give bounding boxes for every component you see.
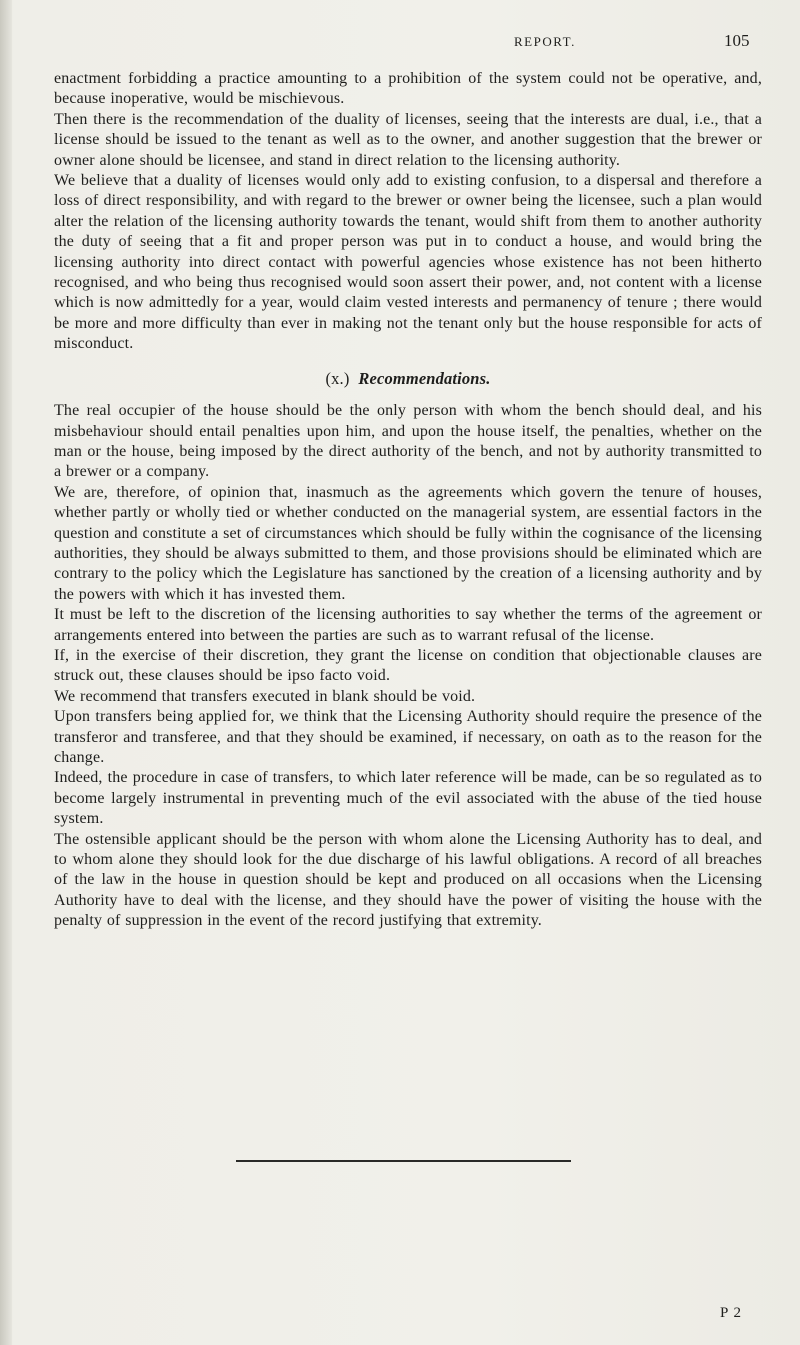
paragraph: We are, therefore, of opinion that, inasmuch as the agreements which govern the tenure of houses, whether partly or wholly tied or whether conducted on the managerial system, are essential factors in the question and constitute a set of circumstances which should be fully within the cognisance of the licensing authorities, they should be always submitted to them, and those provisions should be eliminated which are contrary to the policy which the Legislature has sanctioned by the creation of a licensing authority and by the powers with which it has invested them.	[54, 483, 762, 603]
paragraph: The real occupier of the house should be the only person with whom the bench should deal, and his misbehaviour should entail penalties upon him, and upon the house itself, the penalties, whether on the man or the house, being imposed by the direct authority of the bench, and not by authority transmitted to a brewer or a company.	[54, 402, 762, 481]
paragraph: enactment forbidding a practice amounting to a prohibition of the system could not be operative, and, because inoperative, would be mischievous.	[54, 70, 762, 108]
paragraph: Indeed, the procedure in case of transfers, to which later reference will be made, can be so regulated as to become largely instrumental in preventing much of the evil associated with the abuse of the tied house system.	[54, 769, 762, 828]
paragraph: Then there is the recommendation of the duality of licenses, seeing that the interests are dual, i.e., that a license should be issued to the tenant as well as to the owner, and another suggestion that the brewer or owner alone should be licensee, and stand in direct relation to the licensing authority.	[54, 110, 762, 169]
page-number: 105	[724, 31, 750, 50]
paragraph: It must be left to the discretion of the licensing authorities to say whether the terms of the agreement or arrangements entered into between the parties are such as to warrant refusal of the license.	[54, 606, 762, 644]
page-gutter	[0, 0, 12, 1345]
paragraph: The ostensible applicant should be the person with whom alone the Licensing Authority has to deal, and to whom alone they should look for the due discharge of his lawful obligations. A record of all breaches of the law in the house in question should be kept and produced on all occasions when the Licensing Authority have to deal with the license, and they should have the power of visiting the house with the penalty of suppression in the event of the record justifying that extremity.	[54, 830, 762, 930]
section-title: Recommendations.	[358, 368, 491, 388]
section-heading	[54, 369, 762, 389]
signature-mark: P 2	[720, 1305, 743, 1321]
paragraph: Upon transfers being applied for, we think that the Licensing Authority should require the presence of the transferor and transferee, and that they should be examined, if necessary, on oath as to the reason for the change.	[54, 708, 762, 766]
running-head-title: REPORT.	[514, 34, 576, 49]
paragraph: We believe that a duality of licenses would only add to existing confusion, to a dispersal and therefore a loss of direct responsibility, and with regard to the brewer or owner being the licensee, such a plan would alter the relation of the licensing authority towards the tenant, would shift from them to another authority the duty of seeing that a fit and proper person was put in to conduct a house, and would bring the licensing authority into direct contact with powerful agencies whose existence has not been hitherto recognised, and who being thus recognised would soon assert their power, and, not content with a license which is now admittedly for a year, would claim vested interests and permanency of tenure ; there would be more and more difficulty than ever in making not the tenant only but the house responsible for acts of misconduct.	[54, 172, 762, 353]
paragraph: We recommend that transfers executed in blank should be void.	[54, 687, 476, 705]
paragraph: If, in the exercise of their discretion, they grant the license on condition that objectionable clauses are struck out, these clauses should be ipso facto void.	[54, 646, 762, 685]
body-text	[54, 69, 762, 932]
section-end-rule	[236, 1160, 571, 1162]
running-header	[0, 31, 800, 56]
section-number: (x.)	[325, 368, 350, 388]
